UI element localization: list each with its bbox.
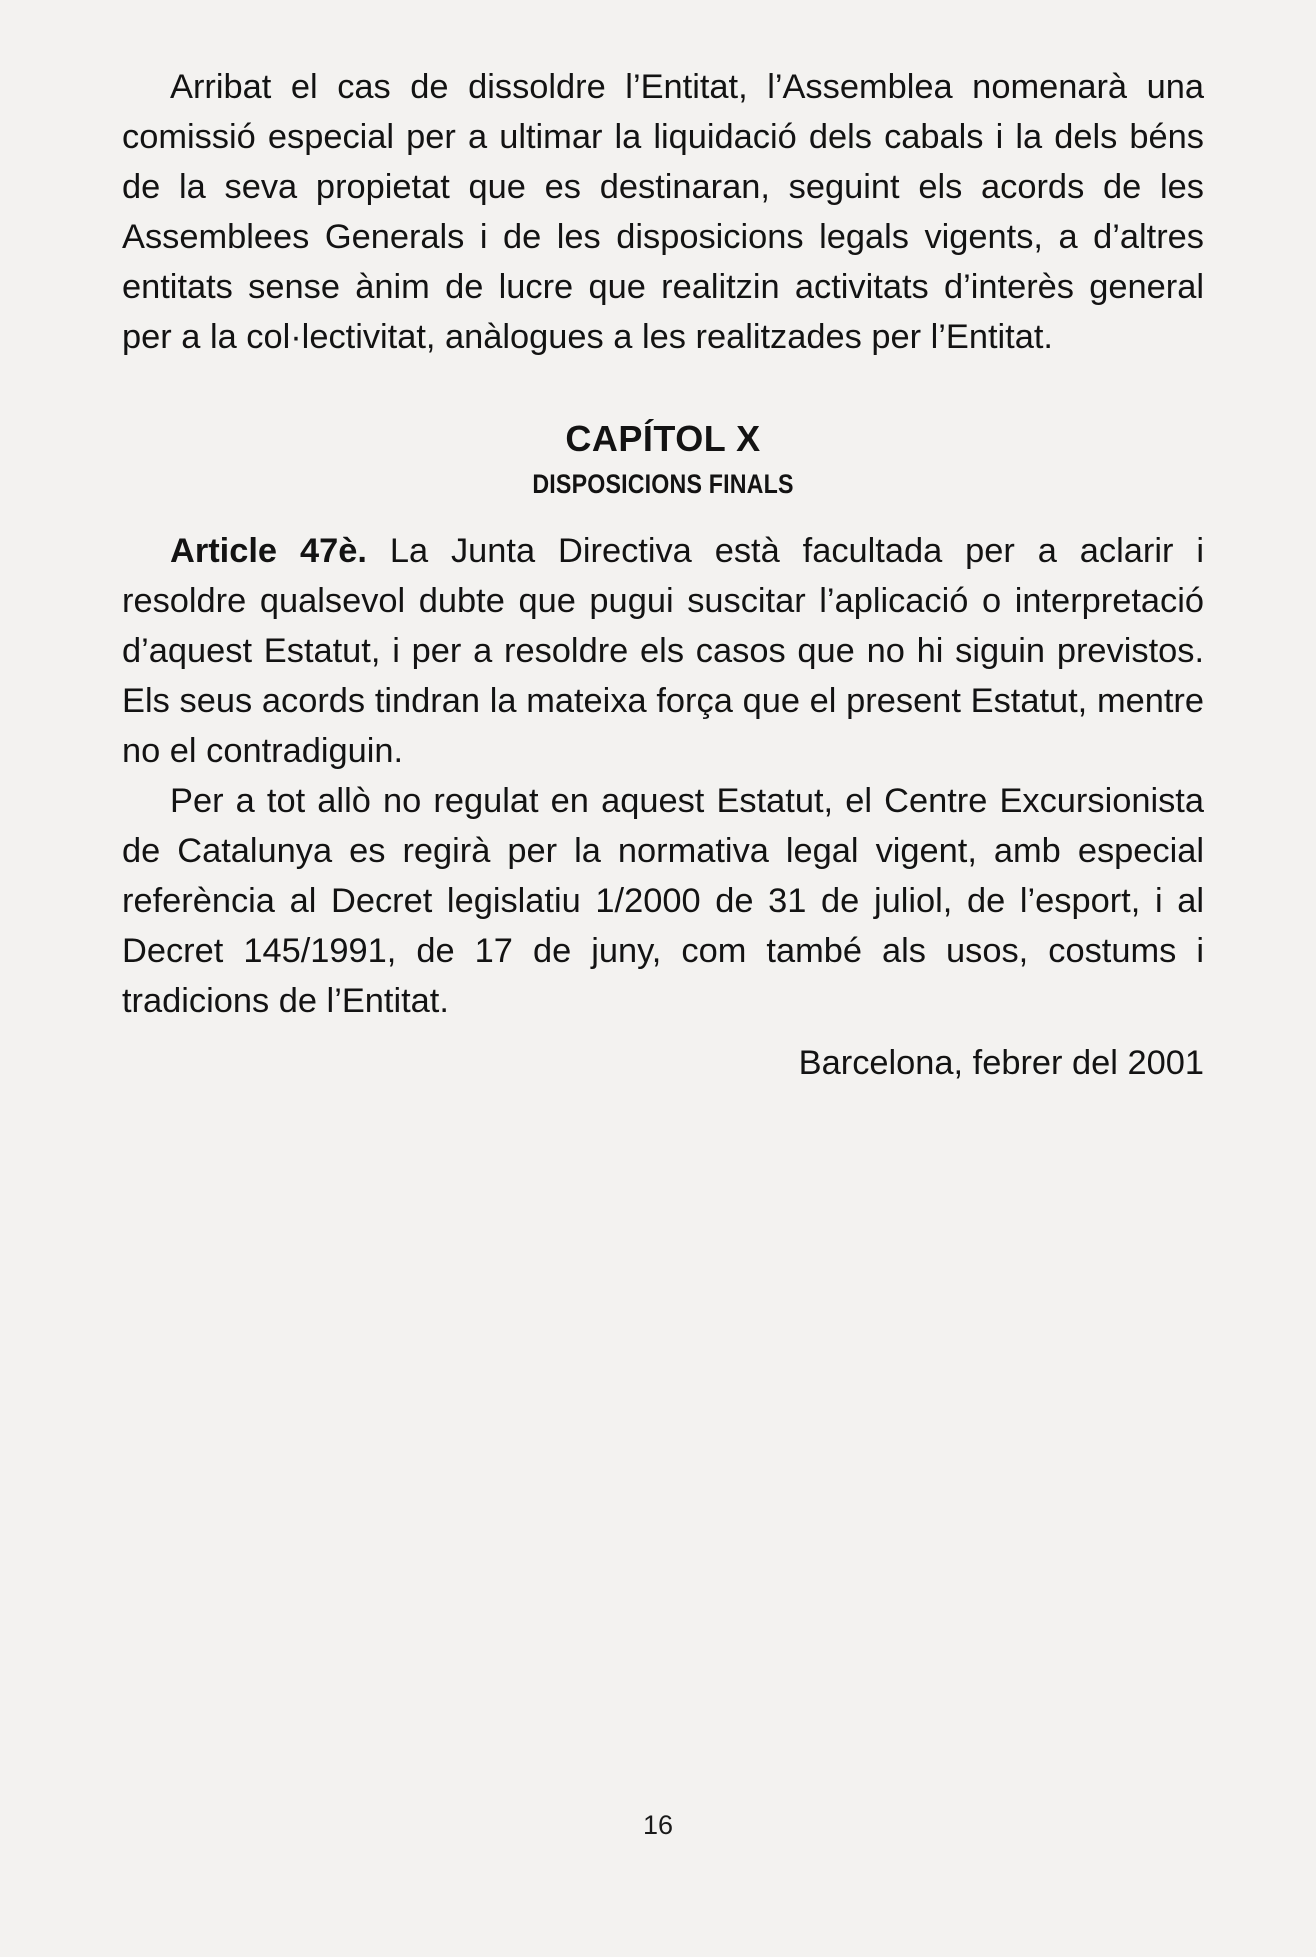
signature-line: Barcelona, febrer del 2001 <box>798 1044 1204 1082</box>
page-number: 16 <box>642 1810 674 1840</box>
intro-paragraph: Arribat el cas de dissoldre l’Entitat, l’Assemblea nomenarà una comissió especial per a ultimar la liquidació dels cabals i la dels béns de la seva propietat que es destinaran, seguint els acords de les Assemblees Generals i de les disposicions legals vigents, a d’altres entitats sense ànim de lucre que realitzin activitats d’interès general per a la col·lectivitat, anàlogues a les realitzades per l’Entitat. <box>122 68 1204 356</box>
article-text: La Junta Directiva està facultada per a aclarir i resoldre qualsevol dubte que pugui suscitar l’aplicació o interpretació d’aquest Estatut, i per a resoldre els casos que no hi siguin previstos. Els seus acords tindran la mateixa força que el present Estatut, mentre no el contradiguin. <box>122 532 1204 770</box>
page-content <box>122 62 1204 1088</box>
chapter-subtitle: DISPOSICIONS FINALS <box>532 469 794 499</box>
chapter-title: CAPÍTOL X <box>565 418 761 459</box>
article-label: Article 47è. <box>170 532 367 570</box>
article-47-paragraph <box>122 526 1204 776</box>
closing-paragraph: Per a tot allò no regulat en aquest Estatut, el Centre Excursionista de Catalunya es regirà per la normativa legal vigent, amb especial referència al Decret legislatiu 1/2000 de 31 de juliol, de l’esport, i al Decret 145/1991, de 17 de juny, com també als usos, costums i tradicions de l’Entitat. <box>122 782 1204 1020</box>
